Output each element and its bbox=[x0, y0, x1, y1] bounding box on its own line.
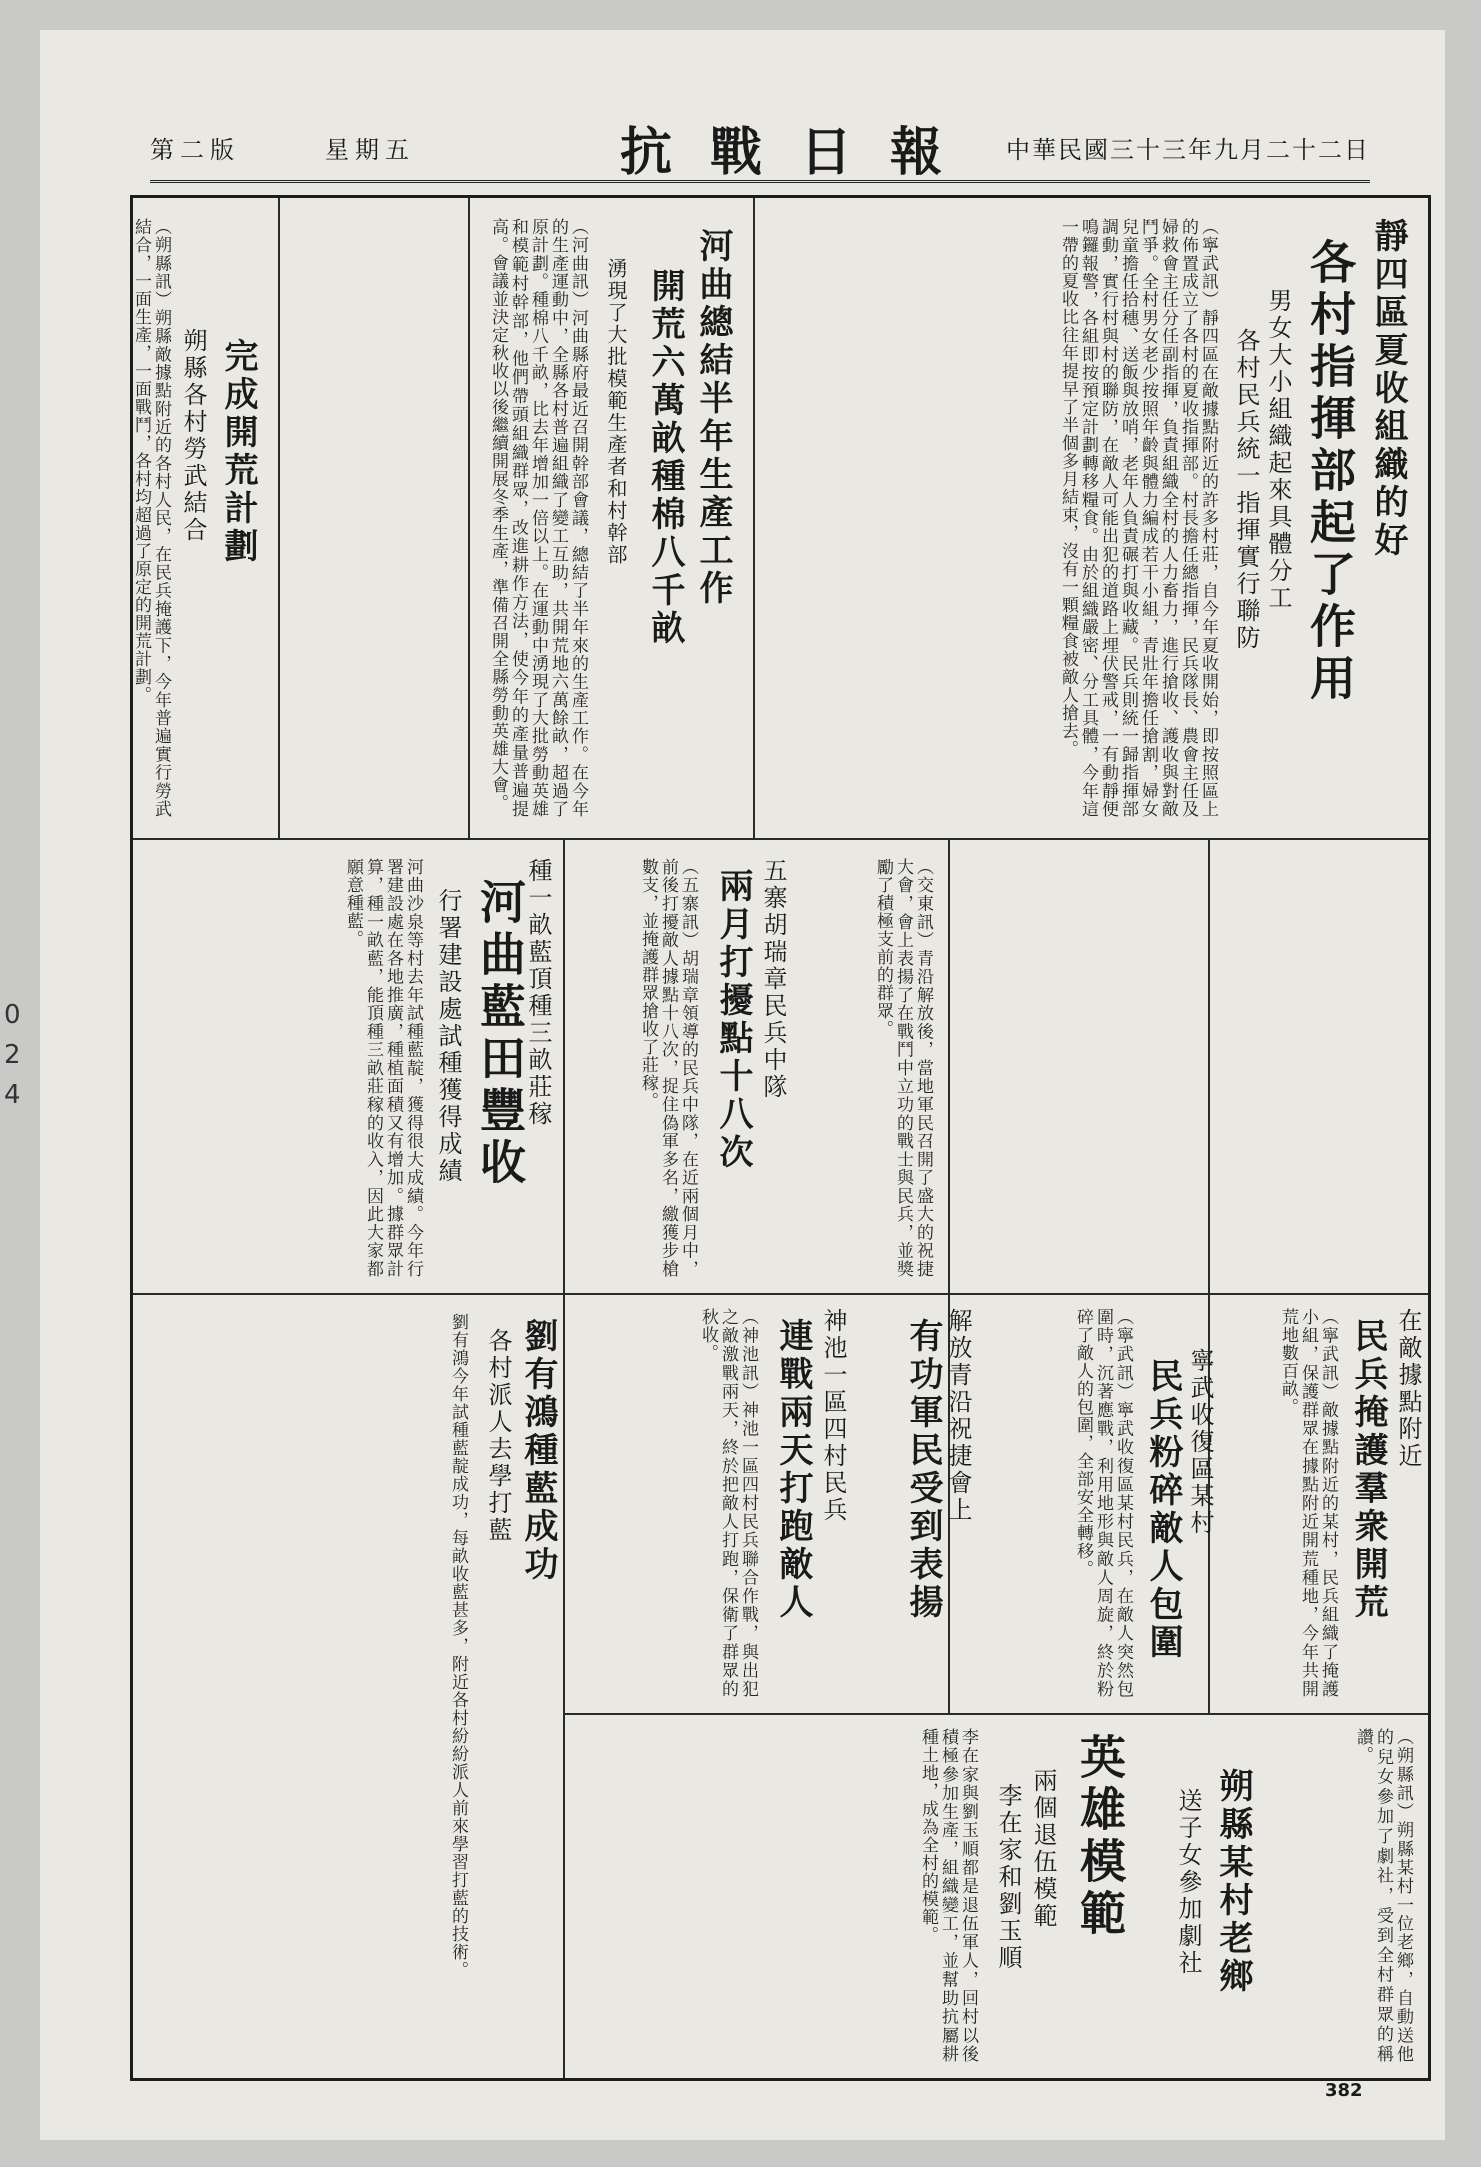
article-body: （朔縣訊）朔縣某村一位老鄉，自動送他的兒女參加了劇社，受到全村群眾的稱讚。 bbox=[1353, 1728, 1413, 2063]
headline: 朔縣某村老鄉 bbox=[1213, 1768, 1253, 1996]
kicker: 寧武收復區某村 bbox=[1186, 1348, 1214, 1537]
headline: 連戰兩天打跑敵人 bbox=[773, 1318, 813, 1622]
issue-date: 中華民國三十三年九月二十二日 bbox=[1006, 136, 1370, 164]
article-body: （神池訊）神池一區四村民兵聯合作戰，與出犯之敵激戰兩天，終於把敵人打跑，保衛了群眾的秋收。 bbox=[698, 1308, 758, 1698]
headline: 有功軍民受到表揚 bbox=[903, 1318, 943, 1622]
article-body: （寧武訊）靜四區在敵據點附近的許多村莊，自今年夏收開始，即按照區上的佈置成立了各村的夏收指揮部。村長擔任總指揮，民兵隊長、農會主任及婦救會主任分任副指揮，負責組織全村的人力畜力，進行搶收、護收與對敵鬥爭。全村男女老少按照年齡與體力編成若干小組，青壯年擔任搶割，婦女兒童擔任拾穗、送飯與放哨，老年人負責碾打與收藏。民兵則統一歸指揮部調動，實行村與村的聯防，在敵人可能出犯的道路上埋伏警戒，一有動靜便鳴鑼報警，各組即按預定計劃轉移糧食。由於組織嚴密、分工具體，今年這一帶的夏收比往年提早了半個多月結束，沒有一顆糧食被敵人搶去。 bbox=[1058, 218, 1218, 818]
article-body: （寧武訊）寧武收復區某村民兵，在敵人突然包圍時，沉著應戰，利用地形與敵人周旋，終於粉碎了敵人的包圍，全部安全轉移。 bbox=[1073, 1308, 1133, 1698]
subhead: 兩個退伍模範 bbox=[1029, 1768, 1057, 1930]
headline: 英雄模範 bbox=[1073, 1733, 1127, 1941]
article-body: 李在家與劉玉順都是退伍軍人，回村以後積極參加生產，組織變工，並幫助抗屬耕種土地，成為全村的模範。 bbox=[918, 1728, 978, 2063]
page-frame bbox=[130, 195, 1431, 2081]
page-label: 第二版 bbox=[150, 136, 240, 164]
subhead: 各村民兵統一指揮實行聯防 bbox=[1232, 328, 1260, 652]
subhead: 李在家和劉玉順 bbox=[994, 1783, 1022, 1972]
divider bbox=[563, 1713, 1428, 1715]
subhead: 行署建設處試種獲得成績 bbox=[434, 888, 462, 1185]
page-number: 382 bbox=[1325, 2080, 1363, 2101]
headline: 河曲總結半年生產工作 bbox=[693, 228, 733, 608]
kicker: 五寨胡瑞章民兵中隊 bbox=[759, 858, 787, 1101]
headline: 各村指揮部起了作用 bbox=[1303, 238, 1357, 706]
margin-mark: 2 bbox=[4, 1040, 21, 1070]
divider bbox=[563, 838, 565, 2078]
divider bbox=[948, 838, 950, 1713]
margin-mark: 4 bbox=[4, 1080, 21, 1110]
article-body: 劉有鴻今年試種藍靛成功，每畝收藍甚多，附近各村紛紛派人前來學習打藍的技術。 bbox=[448, 1313, 468, 1979]
article-body: （交東訊）青沿解放後，當地軍民召開了盛大的祝捷大會，會上表揚了在戰鬥中立功的戰士與民兵，並獎勵了積極支前的群眾。 bbox=[873, 858, 933, 1278]
kicker: 朔縣各村勞武結合 bbox=[179, 328, 207, 544]
headline: 兩月打擾點十八次 bbox=[713, 868, 753, 1172]
divider bbox=[1208, 838, 1210, 1713]
kicker: 靜四區夏收組織的好 bbox=[1368, 218, 1408, 560]
margin-mark: 0 bbox=[4, 1000, 21, 1030]
kicker: 送子女參加劇社 bbox=[1174, 1788, 1202, 1977]
kicker: 神池一區四村民兵 bbox=[819, 1308, 847, 1524]
article-body: 河曲沙泉等村去年試種藍靛，獲得很大成績。今年行署建設處在各地推廣，種植面積又有增加。據群眾計算，種一畝藍，能頂種三畝莊稼的收入，因此大家都願意種藍。 bbox=[343, 858, 423, 1278]
divider bbox=[133, 838, 1428, 840]
article-body: （朔縣訊）朔縣敵據點附近的各村人民，在民兵掩護下，今年普遍實行勞武結合，一面生產，一面戰鬥，各村均超過了原定的開荒計劃。 bbox=[131, 218, 171, 818]
kicker: 解放青沿祝捷會上 bbox=[944, 1308, 972, 1524]
subhead: 湧現了大批模範生產者和村幹部 bbox=[604, 258, 628, 566]
paper-title: 抗戰日報 bbox=[620, 122, 981, 183]
subhead: 開荒六萬畝種棉八千畝 bbox=[645, 268, 685, 648]
masthead bbox=[150, 110, 1370, 183]
divider bbox=[278, 198, 280, 838]
article-body: （寧武訊）敵據點附近的某村，民兵組織了掩護小組，保護群眾在據點附近開荒種地，今年共開荒地數百畝。 bbox=[1278, 1308, 1338, 1698]
article-body: （五寨訊）胡瑞章領導的民兵中隊，在近兩個月中，前後打擾敵人據點十八次，捉住偽軍多名，繳獲步槍數支，並掩護群眾搶收了莊稼。 bbox=[638, 858, 698, 1278]
kicker: 各村派人去學打藍 bbox=[484, 1328, 512, 1544]
headline: 河曲藍田豐收 bbox=[473, 878, 527, 1190]
article-body: （河曲訊）河曲縣府最近召開幹部會議，總結了半年來的生產工作。在今年的生產運動中，全縣各村普遍組織了變工互助，共開荒地六萬餘畝，超過了原計劃。種棉八千畝，比去年增加一倍以上。在運動中湧現了大批勞動英雄和模範村幹部，他們帶頭組織群眾，改進耕作方法，使今年的產量普遍提高。會議並決定秋收以後繼續開展冬季生產，準備召開全縣勞動英雄大會。 bbox=[488, 218, 588, 818]
divider bbox=[133, 1293, 1428, 1295]
subhead: 種一畝藍頂種三畝莊稼 bbox=[524, 858, 552, 1128]
headline: 民兵粉碎敵人包圍 bbox=[1143, 1358, 1183, 1662]
headline: 劉有鴻種藍成功 bbox=[518, 1318, 558, 1584]
headline: 民兵掩護羣衆開荒 bbox=[1348, 1318, 1388, 1622]
newspaper-sheet bbox=[40, 30, 1445, 2140]
subhead: 男女大小組織起來具體分工 bbox=[1264, 288, 1292, 612]
weekday: 星期五 bbox=[325, 136, 415, 164]
headline: 完成開荒計劃 bbox=[218, 338, 258, 566]
divider bbox=[753, 198, 755, 838]
kicker: 在敵據點附近 bbox=[1394, 1308, 1422, 1470]
